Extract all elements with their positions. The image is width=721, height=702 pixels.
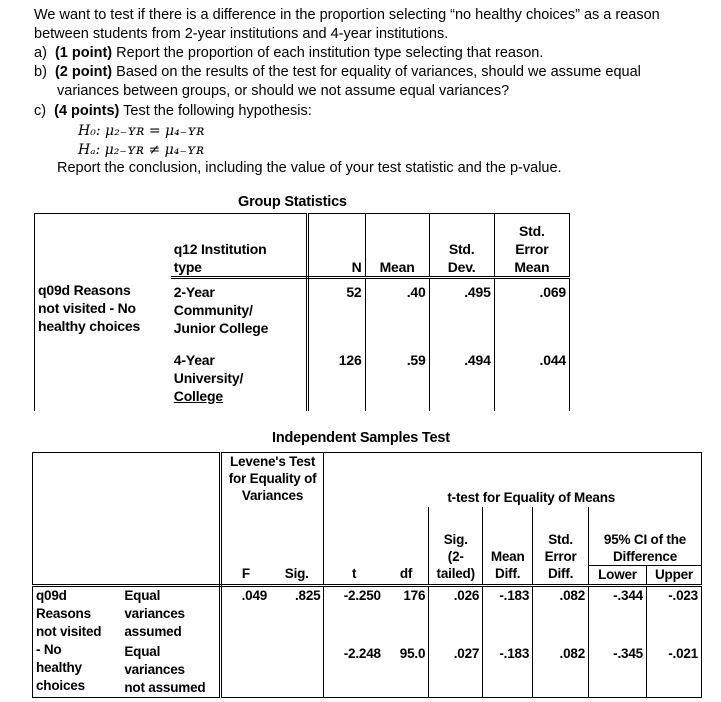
it-col-se-header: Std. Error	[533, 507, 589, 565]
report-instruction: Report the conclusion, including the value of your test statistic and the p-value.	[57, 160, 562, 176]
it-row-var: q09d Reasons not visited - No healthy choices	[33, 585, 117, 697]
intro-line-1: We want to test if there is a difference in the proportion selecting “no healthy choices” as a reason	[34, 7, 660, 23]
it-levene-header: Levene's Test for Equality of Variances	[220, 453, 324, 508]
question-a-text: Report the proportion of each institution type selecting that reason.	[112, 45, 544, 61]
it-df-not-assumed: 95.0	[384, 641, 429, 698]
it-upper-not-assumed: -.021	[646, 641, 701, 698]
it-f-assumed: .049	[241, 587, 268, 603]
it-sig2-not-assumed: .027	[429, 641, 483, 698]
it-row-equal-not-assumed	[33, 641, 702, 698]
it-ttest-header: t-test for Equality of Means	[324, 453, 702, 508]
it-col-sig2-header: Sig. (2-	[429, 507, 483, 565]
it-se-assumed: .082	[533, 585, 589, 641]
it-col-sig2-tail: tailed)	[429, 565, 483, 585]
it-col-md-header: Mean	[483, 507, 533, 565]
gs-mean-2year: .40	[365, 277, 429, 347]
group-stats-table	[34, 213, 570, 411]
it-md-assumed: -.183	[483, 585, 533, 641]
gs-mean-4year: .59	[365, 347, 429, 411]
it-col-se-tail: Diff.	[533, 565, 589, 585]
ind-test-table	[32, 452, 702, 698]
it-df-spacer	[384, 507, 429, 565]
gs-row-var: q09d Reasons not visited - No healthy choices	[35, 277, 171, 411]
question-a	[34, 44, 543, 63]
alt-hypothesis: Hₐ: μ₂₋ʏʀ ≠ μ₄₋ʏʀ	[78, 142, 205, 158]
question-b	[34, 63, 641, 82]
question-c	[34, 102, 312, 121]
gs-col-n: N	[307, 214, 365, 278]
it-md-not-assumed: -.183	[483, 641, 533, 698]
it-col-md-tail: Diff.	[483, 565, 533, 585]
ind-test-title: Independent Samples Test	[272, 430, 450, 446]
it-label-assumed: Equal variances assumed	[116, 585, 220, 641]
question-b-text-2: variances between groups, or should we not assume equal variances?	[57, 83, 510, 99]
it-sig-not-assumed	[270, 641, 324, 698]
it-col-f: F	[220, 565, 270, 585]
gs-col-sd: Std. Dev.	[429, 214, 494, 278]
it-f-not-assumed	[220, 641, 270, 698]
group-stats-title: Group Statistics	[238, 194, 347, 210]
it-label-not-assumed: Equal variances not assumed	[116, 641, 220, 698]
it-upper-assumed: -.023	[646, 585, 701, 641]
question-a-label: a)	[34, 45, 47, 61]
it-sig2-assumed: .026	[429, 585, 483, 641]
it-t-assumed: -2.250	[343, 587, 381, 603]
gs-sd-4year: .494	[429, 347, 494, 411]
it-col-t: t	[324, 565, 384, 585]
question-a-points: (1 point)	[54, 45, 113, 61]
gs-n-2year: 52	[307, 277, 365, 347]
question-c-label: c)	[34, 103, 47, 119]
it-se-not-assumed: .082	[533, 641, 589, 698]
it-col-lower: Lower	[589, 565, 647, 585]
gs-col-group: q12 Institution type	[171, 214, 307, 278]
it-lower-assumed: -.344	[589, 585, 647, 641]
question-c-points: (4 points)	[54, 103, 120, 119]
question-c-text: Test the following hypothesis:	[119, 103, 312, 119]
it-lower-not-assumed: -.345	[589, 641, 647, 698]
it-corner	[33, 453, 221, 566]
it-col-sig: Sig.	[270, 565, 324, 585]
it-df-assumed: 176	[384, 585, 429, 641]
gs-se-2year: .069	[494, 277, 569, 347]
gs-sd-2year: .495	[429, 277, 494, 347]
it-t-not-assumed: -2.248	[324, 641, 384, 698]
it-col-df: df	[384, 565, 429, 585]
question-b-text-1: Based on the results of the test for equality of variances, should we assume equal	[112, 64, 641, 80]
it-row-equal-assumed	[33, 585, 702, 641]
it-subhead-corner	[33, 565, 221, 585]
gs-group-4year: 4-Year University/ College	[171, 347, 307, 411]
it-levene-spacer	[220, 507, 324, 565]
question-b-label: b)	[34, 64, 47, 80]
question-b-points: (2 point)	[54, 64, 113, 80]
it-t-spacer	[324, 507, 384, 565]
gs-se-4year: .044	[494, 347, 569, 411]
gs-group-2year: 2-Year Community/ Junior College	[171, 277, 307, 347]
gs-col-mean: Mean	[365, 214, 429, 278]
gs-corner	[35, 214, 171, 278]
it-ci-header: 95% CI of the Difference	[589, 507, 702, 565]
it-sig-assumed: .825	[270, 585, 324, 641]
intro-line-2: between students from 2-year institutions and 4-year institutions.	[34, 26, 449, 42]
null-hypothesis: H₀: μ₂₋ʏʀ = μ₄₋ʏʀ	[78, 123, 205, 139]
gs-n-4year: 126	[307, 347, 365, 411]
it-col-upper: Upper	[646, 565, 701, 585]
gs-col-se: Std. Error Mean	[494, 214, 569, 278]
gs-row-2year	[35, 277, 570, 347]
